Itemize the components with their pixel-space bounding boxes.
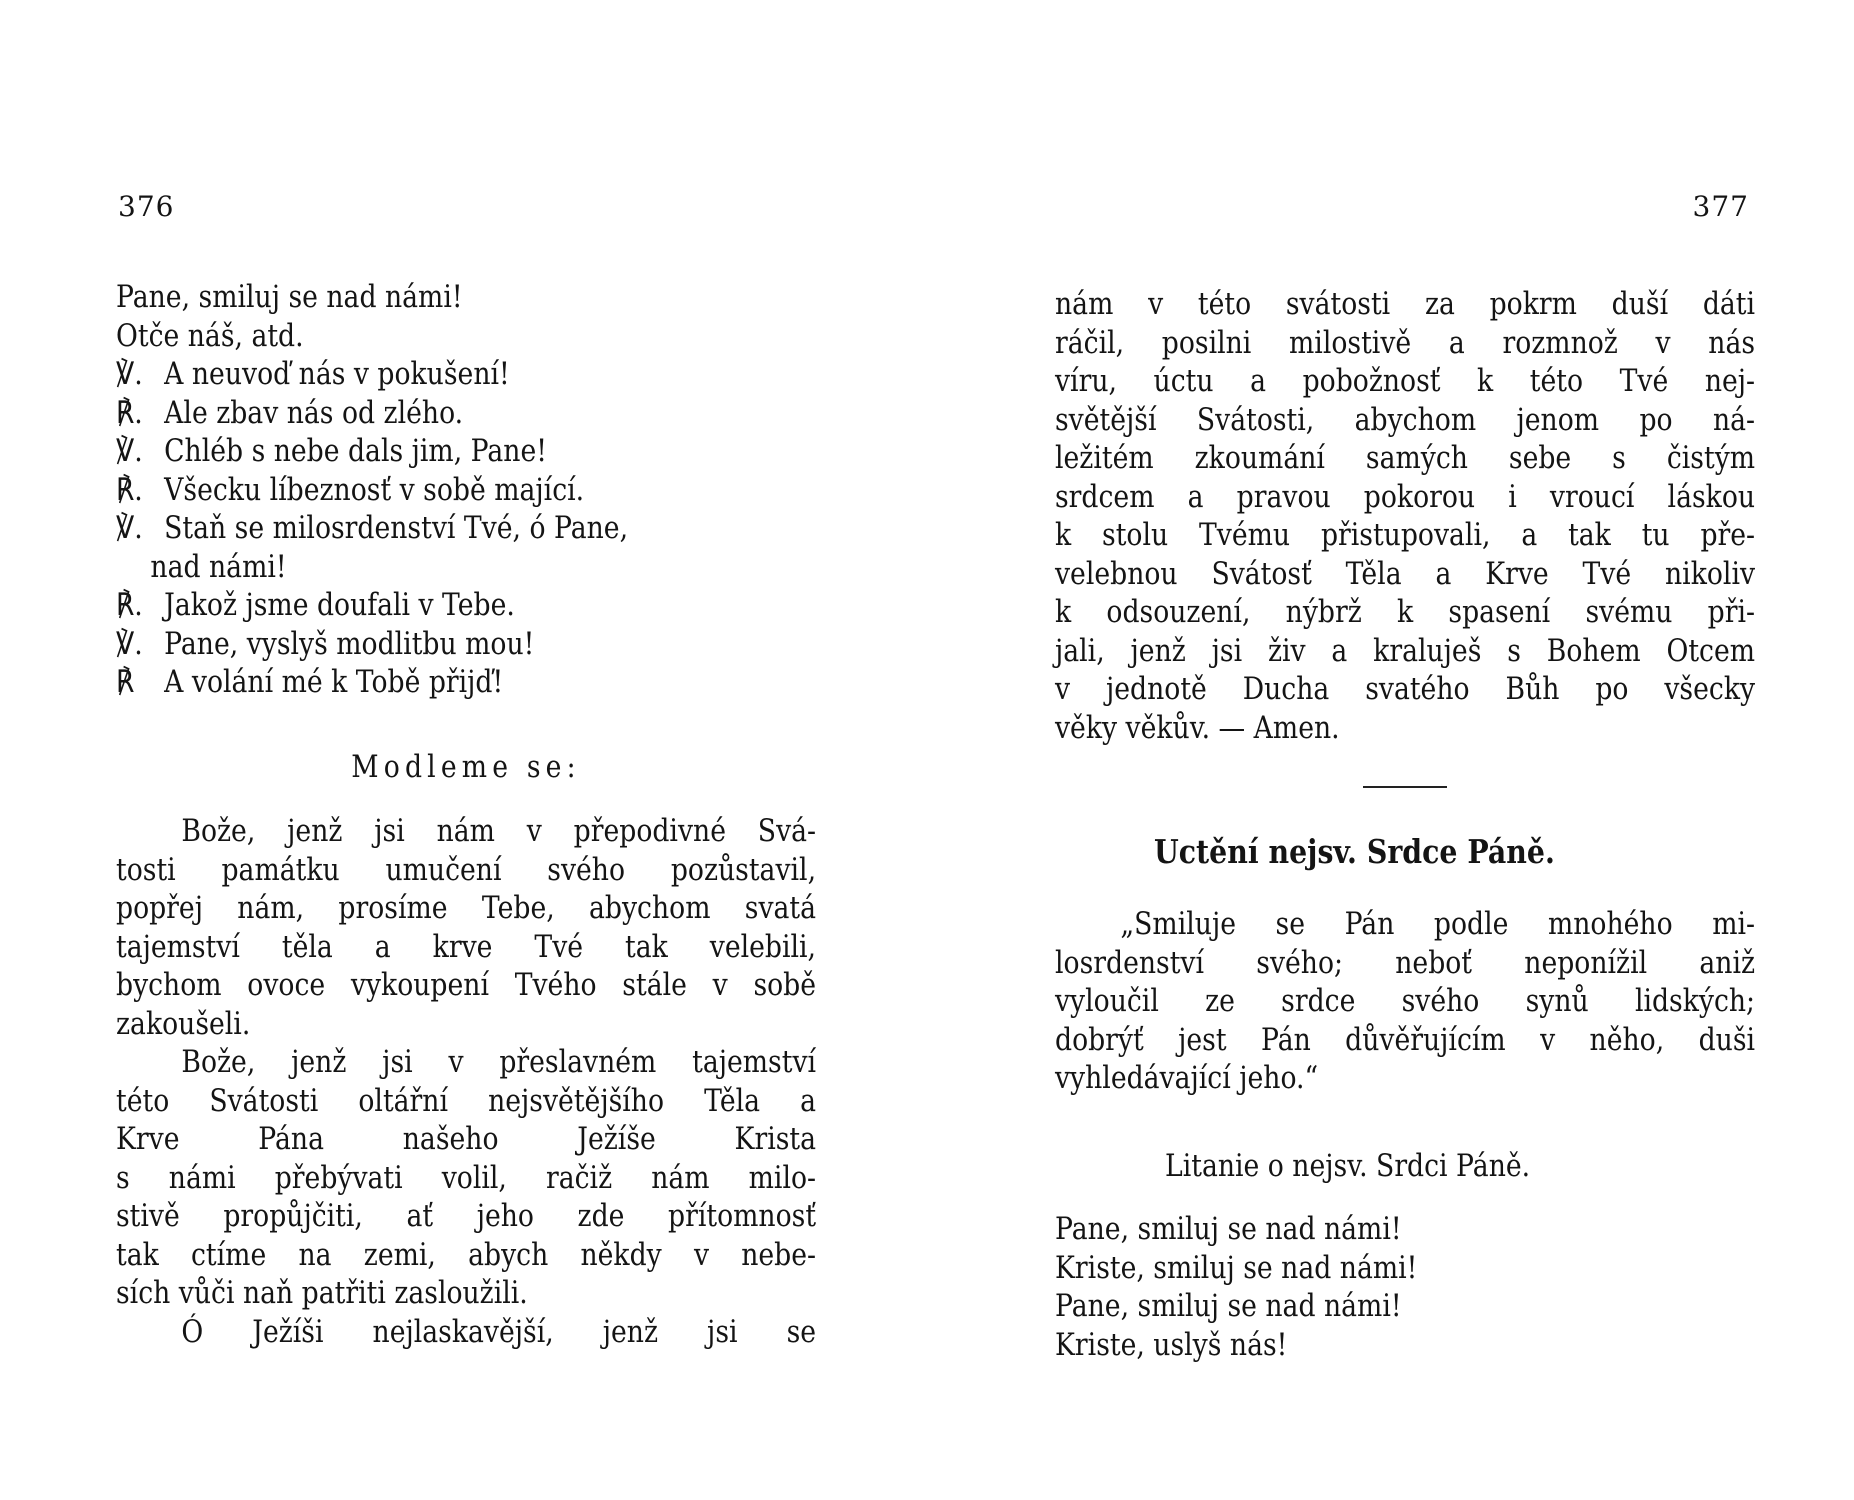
versicle-text: Pane, vyslyš modlitbu mou! xyxy=(164,625,535,662)
oration-heading-block xyxy=(116,748,816,787)
intro-quote xyxy=(1055,905,1755,1098)
litany-line: Kriste, smiluj se nad námi! xyxy=(1055,1249,1418,1286)
prayer-line: srdcem a pravou pokorou i vroucí láskou xyxy=(1055,478,1756,515)
response-text: Všecku líbeznosť v sobě mající. xyxy=(164,471,585,508)
versicle-text: nad námi! xyxy=(150,548,287,585)
prayer-line: v jednotě Ducha svatého Bůh po všecky xyxy=(1055,671,1756,707)
quote-line: vyhledávající jeho.“ xyxy=(1055,1060,1319,1096)
prayer-line: této Svátosti oltářní nejsvětějšího Těla a xyxy=(116,1082,817,1119)
litany-list xyxy=(1055,1210,1755,1364)
versicle-list xyxy=(116,278,816,702)
versicle-text: Staň se milosrdenství Tvé, ó Pane, xyxy=(164,510,629,546)
prayer-line: stivě propůjčiti, ať jeho zde přítomnosť xyxy=(116,1198,817,1234)
prayer-line: Ó Ježíši nejlaskavější, jenž jsi se xyxy=(181,1313,817,1350)
prayer-line: s námi přebývati volil, račiž nám milo- xyxy=(116,1159,817,1196)
prayer-line: sích vůči naň patřiti zasloužili. xyxy=(116,1275,528,1311)
quote-line: losrdenství svého; neboť neponížil aniž xyxy=(1055,944,1756,981)
prayer-line: nám v této svátosti za pokrm duší dáti xyxy=(1055,286,1756,322)
versicle-mark: ℣. xyxy=(116,625,143,662)
prayer-text-right xyxy=(1055,285,1755,747)
litany-line: Kriste, uslyš nás! xyxy=(1055,1326,1288,1363)
prayer-line: tak ctíme na zemi, abych někdy v nebe- xyxy=(116,1236,817,1273)
prayer-line: popřej nám, prosíme Tebe, abychom svatá xyxy=(116,890,817,926)
versicle-line xyxy=(116,355,816,394)
litany-line: Pane, smiluj se nad námi! xyxy=(1055,1288,1402,1324)
quote-line: dobrýť jest Pán důvěřujícím v něho, duši xyxy=(1055,1021,1756,1058)
quote-line: vyloučil ze srdce svého synů lidských; xyxy=(1055,983,1756,1019)
prayer-line: jali, jenž jsi živ a kraluješ s Bohem Otcem xyxy=(1055,632,1756,669)
litany-title: Litanie o nejsv. Srdci Páně. xyxy=(1165,1148,1531,1184)
prayer-line: Krve Pána našeho Ježíše Krista xyxy=(116,1121,817,1157)
versicle-continuation xyxy=(116,548,816,587)
versicle-line xyxy=(116,625,816,664)
response-line xyxy=(116,663,816,702)
response-mark: ℟. xyxy=(116,394,143,431)
response-text: Ale zbav nás od zlého. xyxy=(164,394,464,431)
versicle-line xyxy=(116,432,816,471)
section-divider xyxy=(1363,786,1447,788)
response-mark: ℟ xyxy=(116,664,135,700)
response-text: Jakož jsme doufali v Tebe. xyxy=(164,587,515,623)
response-mark: ℟. xyxy=(116,471,143,508)
prayer-text-left xyxy=(116,812,816,1351)
prayer-line: bychom ovoce vykoupení Tvého stále v sobě xyxy=(116,967,817,1003)
versicle-line xyxy=(116,509,816,548)
versicle-mark: ℣. xyxy=(116,433,143,469)
versicle-text: Chléb s nebe dals jim, Pane! xyxy=(164,433,547,469)
versicle-line xyxy=(116,278,816,317)
response-line xyxy=(116,394,816,433)
prayer-line: tosti památku umučení svého pozůstavil, xyxy=(116,851,817,888)
quote-line: „Smiluje se Pán podle mnohého mi- xyxy=(1120,906,1756,942)
versicle-text: Otče náš, atd. xyxy=(116,317,304,354)
prayer-line: tajemství těla a krve Tvé tak velebili, xyxy=(116,928,817,965)
response-line xyxy=(116,471,816,510)
prayer-line: k stolu Tvému přistupovali, a tak tu pře- xyxy=(1055,517,1756,553)
prayer-line: věky věkův. — Amen. xyxy=(1055,709,1340,746)
section-title: Uctění nejsv. Srdce Páně. xyxy=(1154,832,1555,871)
page-number-right: 377 xyxy=(1692,190,1749,223)
page-number-left: 376 xyxy=(118,190,175,223)
prayer-line: Bože, jenž jsi v přeslavném tajemství xyxy=(181,1044,817,1080)
prayer-line: ležitém zkoumání samých sebe s čistým xyxy=(1055,440,1756,476)
versicle-text: A neuvoď nás v pokušení! xyxy=(164,356,510,392)
versicle-text: Pane, smiluj se nad námi! xyxy=(116,279,463,315)
prayer-line: Bože, jenž jsi nám v přepodivné Svá- xyxy=(181,813,817,849)
prayer-line: světější Svátosti, abychom jenom po ná- xyxy=(1055,401,1756,438)
response-text: A volání mé k Tobě přijď! xyxy=(164,664,504,700)
response-mark: ℟. xyxy=(116,587,143,623)
versicle-mark: ℣. xyxy=(116,356,143,392)
litany-line: Pane, smiluj se nad námi! xyxy=(1055,1211,1402,1247)
prayer-line: ráčil, posilni milostivě a rozmnož v nás xyxy=(1055,324,1756,361)
versicle-line xyxy=(116,317,816,356)
prayer-line: k odsouzení, nýbrž k spasení svému při- xyxy=(1055,594,1756,630)
versicle-mark: ℣. xyxy=(116,510,143,546)
prayer-line: zakoušeli. xyxy=(116,1005,251,1042)
response-line xyxy=(116,586,816,625)
prayer-line: velebnou Svátosť Těla a Krve Tvé nikoliv xyxy=(1055,555,1756,592)
prayer-line: víru, úctu a pobožnosť k této Tvé nej- xyxy=(1055,363,1756,399)
oration-heading: Modleme se: xyxy=(351,749,581,785)
